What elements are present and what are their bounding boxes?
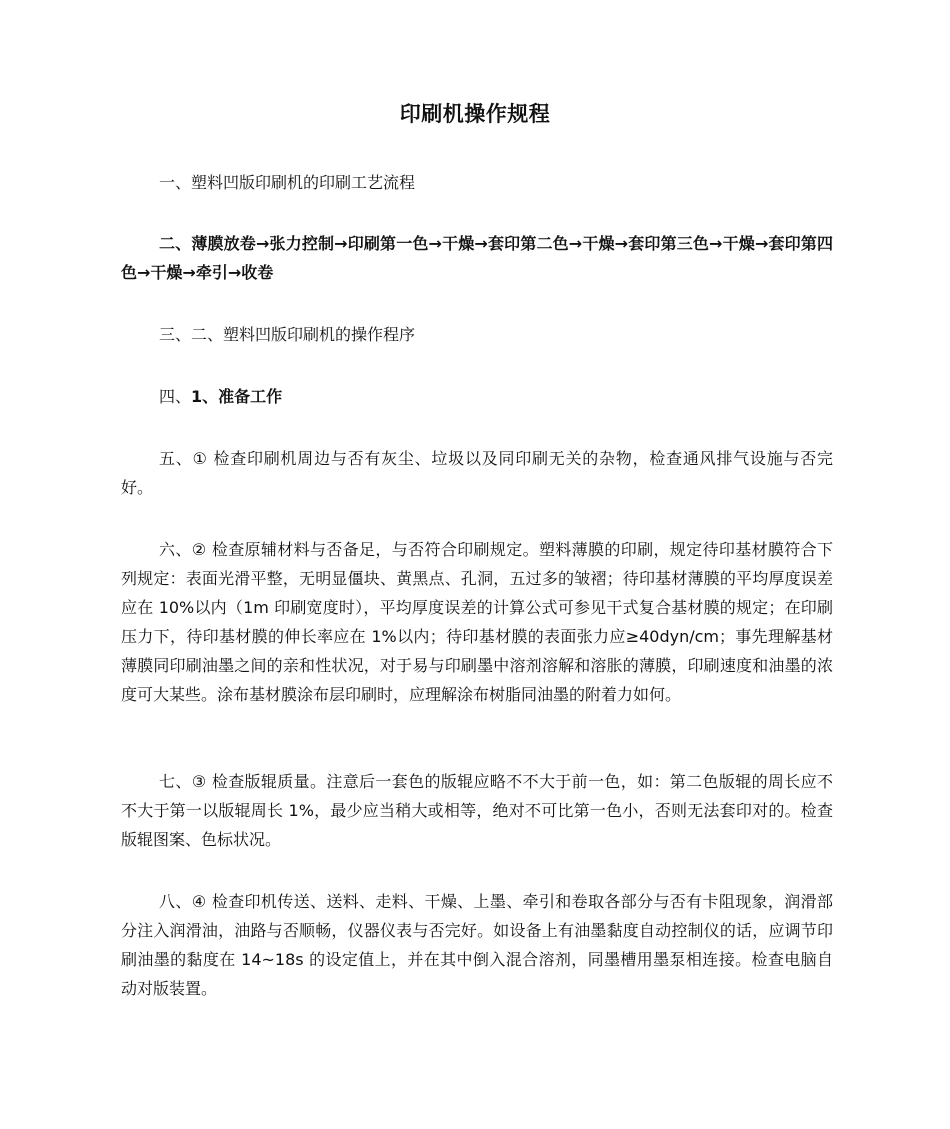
page-title: 印刷机操作规程 <box>399 102 551 126</box>
paragraph-check-plate-rollers: 七、③ 检查版辊质量。注意后一套色的版辊应略不不大于前一色，如：第二色版辊的周长应不不大于第一以版辊周长 1%，最少应当稍大或相等，绝对不可比第一色小，否则无法套印对的。检查版辊图案、色标状况。 <box>121 772 833 849</box>
paragraph-check-materials: 六、② 检查原辅材料与否备足，与否符合印刷规定。塑料薄膜的印刷，规定待印基材膜符合下列规定：表面光滑平整，无明显僵块、黄黑点、孔洞，五过多的皱褶；待印基材薄膜的平均厚度误差应在 10%以内（1m 印刷宽度时），平均厚度误差的计算公式可参见干式复合基材膜的规定；在印刷压力下，待印基材膜的伸长率应在 1%以内；待印基材膜的表面张力应≥40dyn/cm；事先理解基材薄膜同印刷油墨之间的亲和性状况，对于易与印刷墨中溶剂溶解和溶胀的薄膜，印刷速度和油墨的浓度可大某些。涂布基材膜涂布层印刷时，应理解涂布树脂同油墨的附着力如何。 <box>121 540 833 704</box>
paragraph-check-surroundings: 五、① 检查印刷机周边与否有灰尘、垃圾以及同印刷无关的杂物，检查通风排气设施与否完好。 <box>121 449 833 497</box>
preparation-label: 1、准备工作 <box>191 387 283 406</box>
paragraph-preparation-heading <box>121 382 833 411</box>
paragraph-process-flow: 二、薄膜放卷→张力控制→印刷第一色→干燥→套印第二色→干燥→套印第三色→干燥→套印第四色→干燥→牵引→收卷 <box>121 234 833 282</box>
paragraph-number: 四、 <box>159 387 192 406</box>
paragraph-operation-heading: 三、二、塑料凹版印刷机的操作程序 <box>159 325 416 344</box>
paragraph-check-machine: 八、④ 检查印机传送、送料、走料、干燥、上墨、牵引和卷取各部分与否有卡阻现象，润滑部分注入润滑油，油路与否顺畅，仪器仪表与否完好。如设备上有油墨黏度自动控制仪的话，应调节印刷油墨的黏度在 14~18s 的设定值上，并在其中倒入混合溶剂，同墨槽用墨泵相连接。检查电脑自动对版装置。 <box>121 892 833 998</box>
paragraph-process-heading: 一、塑料凹版印刷机的印刷工艺流程 <box>159 173 416 192</box>
